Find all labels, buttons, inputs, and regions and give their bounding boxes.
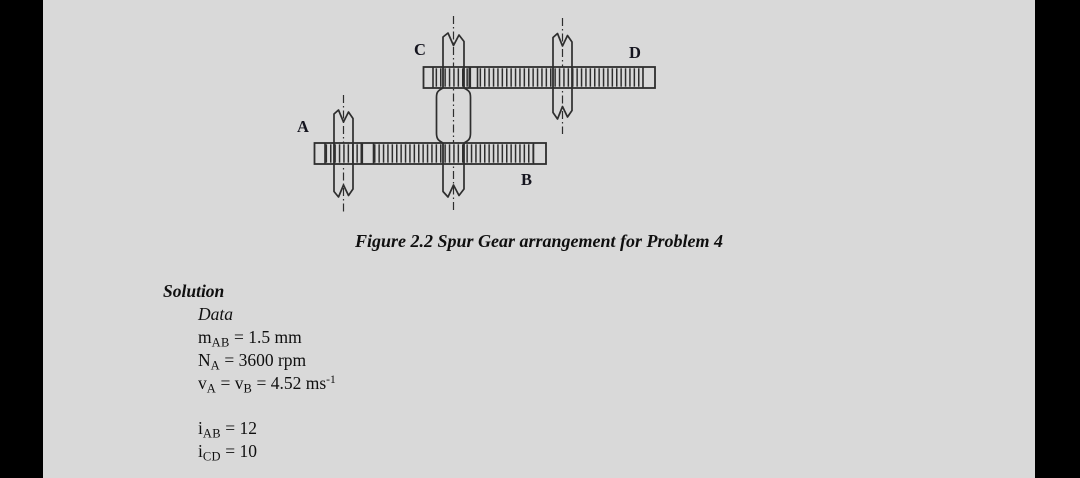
symbol: i (198, 441, 203, 461)
ratio-line-cd (198, 440, 336, 463)
value: = v (216, 373, 244, 393)
subscript: CD (202, 449, 221, 464)
symbol: v (198, 373, 207, 393)
label-gear-d: D (629, 43, 641, 62)
spur-gear-diagram (0, 0, 1080, 225)
value: = 4.52 ms (252, 373, 327, 393)
subscript: AB (211, 335, 230, 350)
value: = 12 (220, 418, 257, 438)
data-line-speed (198, 349, 336, 372)
data-subheading: Data (198, 304, 233, 324)
symbol: i (198, 418, 203, 438)
ratio-block (163, 417, 336, 463)
ratio-line-ab (198, 417, 336, 440)
figure-caption: Figure 2.2 Spur Gear arrangement for Problem 4 (354, 231, 724, 251)
subscript: A (206, 381, 217, 396)
value: = 3600 rpm (219, 350, 307, 370)
label-gear-a: A (297, 117, 309, 136)
superscript: -1 (326, 374, 336, 386)
label-gear-b: B (521, 170, 533, 189)
gear-bar-cd (424, 67, 656, 88)
solution-heading: Solution (163, 281, 225, 301)
gear-bar-ab (315, 143, 547, 164)
label-gear-c: C (414, 40, 426, 59)
data-line-velocity (198, 372, 336, 395)
subscript: AB (202, 426, 221, 441)
subscript: A (210, 358, 220, 373)
solution-section (163, 280, 336, 463)
symbol: m (198, 327, 212, 347)
data-line-module (198, 326, 336, 349)
value: = 1.5 mm (229, 327, 302, 347)
value: = 10 (220, 441, 257, 461)
subscript: B (243, 381, 253, 396)
symbol: N (198, 350, 211, 370)
